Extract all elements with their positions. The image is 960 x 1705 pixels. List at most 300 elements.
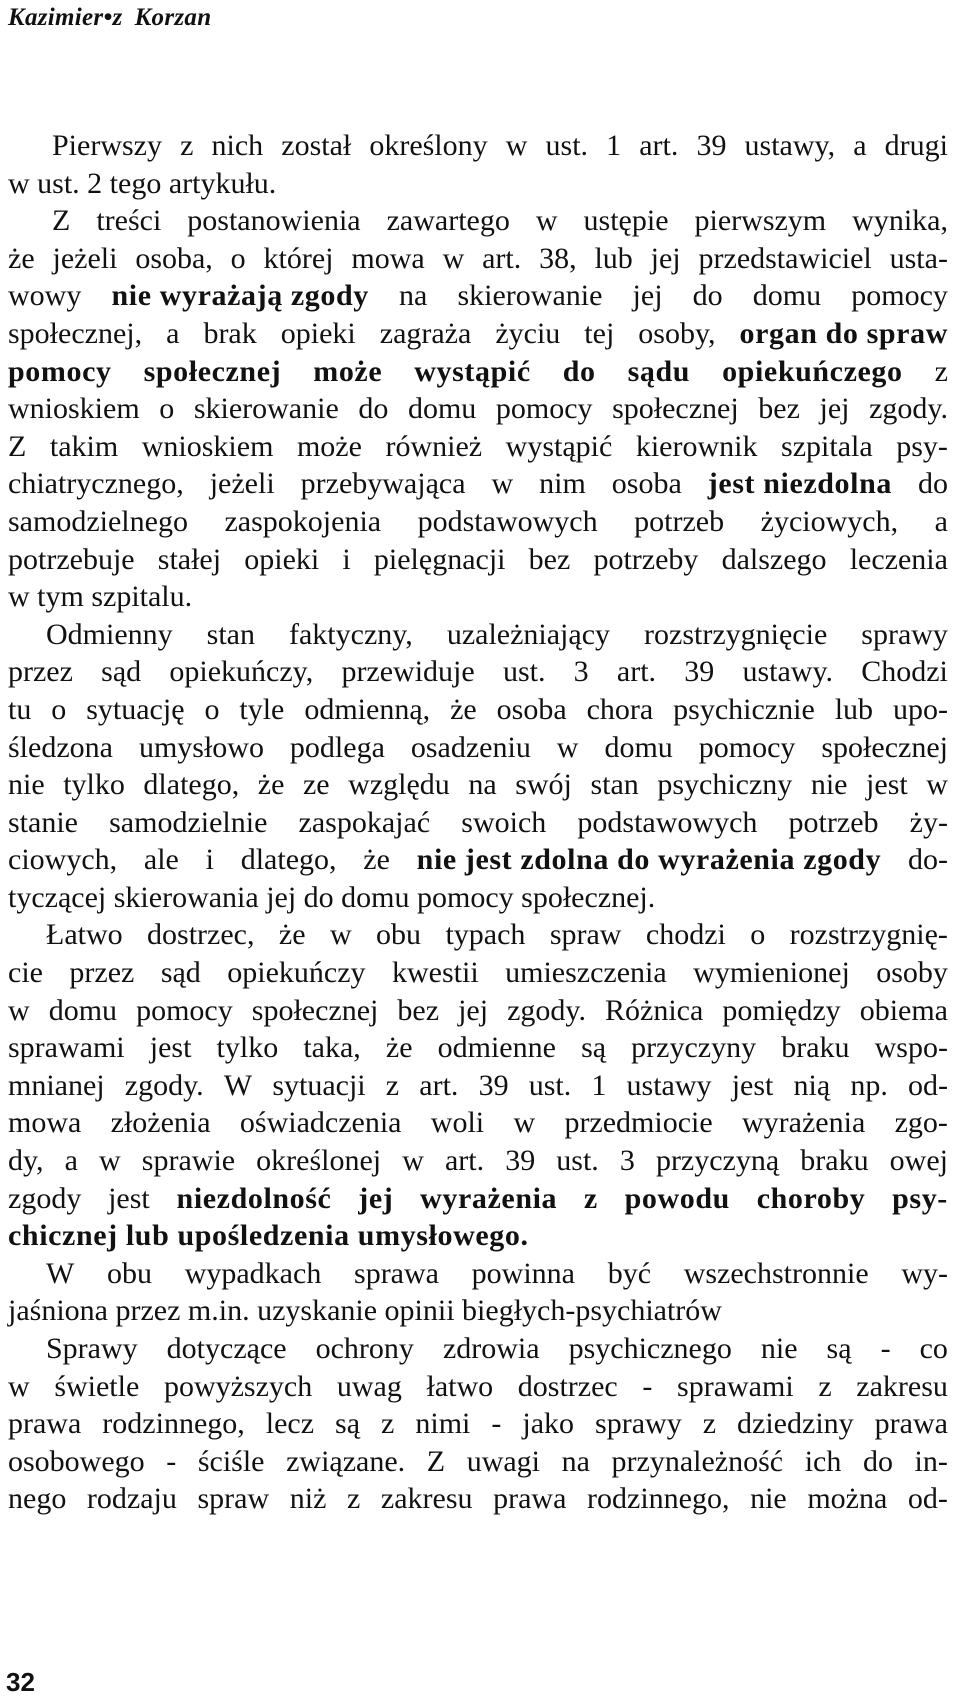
text-run: art.	[419, 1068, 459, 1102]
text-run: postanowienia	[187, 204, 361, 238]
text-run: w	[505, 129, 528, 162]
text-run: sąd	[101, 655, 142, 689]
text-run: sprawy	[861, 617, 948, 651]
text-run: np.	[850, 1068, 888, 1102]
text-line	[8, 1330, 948, 1368]
text-run: ale	[143, 843, 179, 877]
text-run: dostrzec	[517, 1369, 618, 1403]
text-run: że	[363, 843, 390, 877]
text-run: przyczyny	[631, 1031, 757, 1065]
text-run: dlatego,	[240, 843, 337, 877]
text-line	[8, 691, 948, 729]
text-run: tylko	[216, 1031, 279, 1065]
text-line	[8, 954, 948, 992]
text-run: braku	[800, 1144, 869, 1178]
text-run: 39	[696, 129, 727, 162]
text-run: wowy	[8, 279, 82, 313]
text-run: dziedziny	[737, 1407, 854, 1441]
text-line	[8, 1368, 948, 1406]
text-run: lub	[834, 692, 874, 726]
bold-text-run: powodu	[624, 1181, 730, 1215]
text-run: nie	[810, 768, 848, 802]
text-run: woli	[430, 1106, 485, 1140]
text-run: domu	[752, 279, 822, 313]
text-run: bez	[758, 392, 800, 426]
text-run: usta-	[889, 241, 948, 275]
text-run: ustępie	[583, 204, 669, 238]
text-run: domu	[407, 392, 477, 426]
text-run: osoba,	[135, 241, 213, 275]
text-run: może	[296, 429, 362, 463]
text-line	[8, 1405, 948, 1443]
text-line	[8, 1104, 948, 1142]
text-run: kierownik	[635, 429, 758, 463]
text-run: społecznej	[821, 730, 948, 764]
bold-text-run: może	[313, 354, 383, 388]
bold-text-run: społecznej	[143, 354, 282, 388]
text-run: uwag	[336, 1369, 402, 1403]
text-run: Chodzi	[861, 655, 948, 689]
text-run: ust.	[528, 1068, 572, 1102]
text-run: potrzebuje	[8, 542, 135, 576]
text-run: umysłowo	[138, 730, 264, 764]
text-run: z	[180, 129, 194, 162]
text-run: nim	[539, 467, 586, 501]
bold-text-run: jest niezdolna	[707, 467, 892, 501]
text-line	[8, 729, 948, 767]
text-run: pierwszym	[694, 204, 827, 238]
text-run: życiu	[495, 316, 561, 350]
text-run: szpitala	[781, 429, 873, 463]
bold-text-run: psy-	[892, 1181, 948, 1215]
bold-text-run: choroby	[756, 1181, 866, 1215]
text-run: Z	[52, 204, 71, 238]
text-run: jest	[866, 768, 908, 802]
text-run: pomocy	[136, 993, 233, 1027]
running-head	[8, 4, 211, 32]
text-line	[8, 503, 948, 541]
text-run: Łatwo	[46, 918, 123, 952]
text-run: samodzielnego	[8, 504, 188, 538]
text-run: Odmienny	[46, 617, 173, 651]
text-run: faktyczny,	[288, 617, 413, 651]
text-run: pomocy	[698, 730, 796, 764]
text-run: tyczącej skierowania jej do domu pomocy społecznej.	[8, 880, 656, 914]
text-line	[8, 127, 948, 165]
text-run: swój	[515, 768, 572, 802]
text-run: prawa	[493, 1482, 567, 1516]
text-run: powinna	[471, 1256, 575, 1290]
text-run: potrzeb	[788, 805, 879, 839]
text-run: złożenia	[110, 1106, 211, 1140]
text-run: łatwo	[426, 1369, 494, 1403]
text-run: wnioskiem	[8, 392, 140, 426]
text-run: psy-	[896, 429, 948, 463]
bold-text-run: pomocy	[8, 354, 112, 388]
text-run: sytuacji	[272, 1068, 366, 1102]
text-run: lecz	[265, 1407, 315, 1441]
text-run: rodzinnego,	[102, 1407, 245, 1441]
text-run: przedmiocie	[564, 1106, 713, 1140]
text-run: wynika,	[852, 204, 948, 238]
text-run: dy,	[8, 1144, 44, 1178]
text-line	[8, 1217, 948, 1255]
text-run: wypadkach	[184, 1256, 322, 1290]
text-run: pielęgnacji	[373, 542, 506, 576]
text-run: zawartego	[386, 204, 510, 238]
text-run: do-	[907, 843, 948, 877]
bold-text-run: nie jest zdolna do wyrażenia zgody	[416, 843, 882, 877]
text-run: osoba	[496, 692, 567, 726]
text-run: opiekuńczy,	[169, 655, 314, 689]
text-line	[8, 353, 948, 391]
text-run: zaspokojenia	[224, 504, 382, 538]
text-run: prawa	[874, 1407, 948, 1441]
text-run: bez	[397, 993, 440, 1027]
text-run: bez	[528, 542, 571, 576]
text-run: drugi	[884, 129, 948, 162]
text-run: rodzinnego,	[587, 1482, 730, 1516]
text-run: wyrażenia	[742, 1106, 866, 1140]
text-run: sprawie	[141, 1144, 236, 1178]
text-run: sytuację	[86, 692, 185, 726]
text-run: wszechstronnie	[683, 1256, 869, 1290]
text-run: opieki	[280, 316, 356, 350]
text-run: określony	[369, 129, 488, 162]
text-run: obu	[107, 1256, 153, 1290]
text-line	[8, 616, 948, 654]
text-run: w	[442, 241, 465, 275]
text-run: i	[205, 843, 214, 877]
text-run: mowa	[351, 241, 425, 275]
text-run: również	[385, 429, 483, 463]
text-run: tej	[584, 316, 615, 350]
text-line	[8, 1480, 948, 1518]
text-run: Z	[8, 429, 27, 463]
text-line	[8, 578, 948, 616]
text-run: jej	[632, 279, 663, 313]
text-run: być	[607, 1256, 652, 1290]
text-run: ustawy.	[742, 655, 834, 689]
text-run: w ust. 2 tego artykułu.	[8, 166, 277, 200]
text-run: w	[535, 204, 558, 238]
text-run: podstawowych	[417, 504, 598, 538]
text-run: owej	[889, 1144, 948, 1178]
text-run: samodzielnie	[109, 805, 268, 839]
text-run: są	[335, 1407, 361, 1441]
text-run: związane.	[286, 1444, 406, 1478]
text-run: ciowych,	[8, 843, 118, 877]
text-run: są	[826, 1332, 852, 1365]
text-run: 3	[573, 655, 589, 689]
text-run: ze	[302, 768, 330, 802]
text-run: że	[450, 692, 477, 726]
text-run: chora	[586, 692, 654, 726]
text-run: 1	[606, 129, 622, 162]
text-run: mowa	[8, 1106, 82, 1140]
text-line	[8, 202, 948, 240]
text-run: dostrzec,	[147, 918, 255, 952]
bold-text-run: z	[583, 1181, 598, 1215]
text-run: względu	[348, 768, 450, 802]
text-run: stan	[590, 768, 639, 802]
text-run: nie	[8, 768, 45, 802]
text-run: skierowanie	[457, 279, 603, 313]
text-run: zgo-	[894, 1106, 948, 1140]
text-run: braku	[781, 1031, 850, 1065]
text-run: życiowych,	[760, 504, 899, 538]
text-run: ustawy	[626, 1068, 712, 1102]
text-run: art.	[444, 1144, 485, 1178]
text-line	[8, 240, 948, 278]
text-run: 39	[505, 1144, 536, 1178]
bold-text-run: chicznej lub upośledzenia umysłowego.	[8, 1219, 529, 1253]
text-run: z	[702, 1407, 717, 1441]
text-run: odmienną,	[304, 692, 431, 726]
text-run: potrzeb	[634, 504, 725, 538]
text-run: uzależniający	[446, 617, 611, 651]
text-run: sprawami	[677, 1369, 794, 1403]
text-run: określonej	[256, 1144, 382, 1178]
text-run: nią	[793, 1068, 831, 1102]
text-run: kwestii	[392, 956, 479, 990]
text-run: jako	[522, 1407, 575, 1441]
text-run: skierowanie	[193, 392, 339, 426]
text-run: zaspokajać	[298, 805, 431, 839]
bold-text-run: wyrażenia	[420, 1181, 558, 1215]
text-run: odmienne	[437, 1031, 556, 1065]
text-line	[8, 390, 948, 428]
text-run: w	[329, 918, 352, 952]
text-line	[8, 1180, 948, 1218]
text-run: przewiduje	[341, 655, 475, 689]
text-run: ust.	[502, 655, 546, 689]
text-run: 39	[478, 1068, 509, 1102]
text-run: zgody	[8, 1181, 82, 1215]
text-run: rozstrzygnięcie	[644, 617, 828, 651]
text-run: społecznej	[251, 993, 379, 1027]
text-run: że	[257, 768, 285, 802]
text-run: co	[919, 1332, 948, 1365]
text-run: pomocy	[851, 279, 948, 313]
bold-text-run: jej	[358, 1181, 394, 1215]
bold-text-run: do	[562, 354, 596, 388]
text-run: Różnica	[605, 993, 704, 1027]
text-run: art.	[482, 241, 522, 275]
text-run: spraw	[197, 1482, 270, 1516]
text-run: opieki	[244, 542, 320, 576]
body-text	[8, 127, 948, 1518]
text-run: sprawa	[354, 1256, 439, 1290]
text-line	[8, 1292, 948, 1330]
text-run: domu	[48, 993, 118, 1027]
text-run: psychiczny	[657, 768, 793, 802]
text-run: że	[385, 1031, 413, 1065]
text-run: społecznej,	[8, 316, 143, 350]
text-run: 38,	[539, 241, 577, 275]
text-run: psychicznego	[568, 1332, 732, 1365]
text-run: w	[513, 1106, 536, 1140]
text-run: in-	[914, 1444, 948, 1478]
text-run: treści	[96, 204, 162, 238]
text-run: nimi	[415, 1407, 471, 1441]
text-run: z	[385, 1068, 400, 1102]
text-run: umieszczenia	[505, 956, 667, 990]
text-run: ochrony	[315, 1332, 414, 1365]
text-run: osoby	[876, 956, 948, 990]
text-run: w	[926, 768, 948, 802]
text-run: opiekuńczy	[227, 956, 366, 990]
text-run: o	[159, 392, 175, 426]
text-run: zakresu	[856, 1369, 948, 1403]
running-head-mid: z	[112, 4, 123, 31]
text-run: takim	[49, 429, 119, 463]
text-run: w	[491, 467, 514, 501]
text-line	[8, 916, 948, 954]
text-run: niż	[289, 1482, 327, 1516]
bold-text-run: opiekuńczego	[722, 354, 903, 388]
text-run: -	[880, 1332, 891, 1365]
text-run: zagraża	[379, 316, 472, 350]
text-run: -	[642, 1369, 653, 1403]
text-run: stanie	[8, 805, 78, 839]
text-run: świetle	[54, 1369, 140, 1403]
text-run: z	[818, 1369, 832, 1403]
text-run: że	[278, 918, 306, 952]
text-run: powyższych	[163, 1369, 313, 1403]
text-run: wy-	[901, 1256, 948, 1290]
text-run: o	[230, 241, 246, 275]
text-run: jej	[650, 241, 681, 275]
text-run: jest	[731, 1068, 774, 1102]
text-run: chiatrycznego,	[8, 467, 184, 501]
running-head-first: Kazimier	[8, 4, 104, 31]
bold-text-run: niezdolność	[176, 1181, 332, 1215]
text-run: jest	[108, 1181, 150, 1215]
text-run: Sprawy	[46, 1332, 138, 1365]
text-run: są	[581, 1031, 607, 1065]
text-run: przez	[69, 956, 135, 990]
text-run: ust.	[545, 129, 589, 162]
text-run: tylko	[63, 768, 125, 802]
text-run: obiema	[859, 993, 948, 1027]
text-run: tyle	[239, 692, 285, 726]
text-run: w	[402, 1144, 424, 1178]
text-run: podstawowych	[577, 805, 758, 839]
text-run: a	[64, 1144, 78, 1178]
text-run: dalszego	[721, 542, 827, 576]
text-run: wspo-	[874, 1031, 948, 1065]
text-run: lub	[594, 241, 633, 275]
text-run: w tym szpitalu.	[8, 580, 193, 614]
text-run: i	[342, 542, 351, 576]
text-run: w	[556, 730, 579, 764]
text-run: wnioskiem	[141, 429, 274, 463]
text-run: rodzaju	[86, 1482, 177, 1516]
text-run: -	[166, 1444, 177, 1478]
text-line	[8, 165, 948, 203]
text-run: do	[862, 1444, 893, 1478]
text-run: przebywająca	[300, 467, 466, 501]
text-run: od-	[907, 1482, 948, 1516]
text-line	[8, 1255, 948, 1293]
text-run: swoich	[461, 805, 547, 839]
text-run: ust.	[556, 1144, 599, 1178]
text-run: oświadczenia	[239, 1106, 402, 1140]
text-run: z	[381, 1407, 395, 1441]
text-run: jej	[819, 392, 850, 426]
text-run: od-	[908, 1068, 948, 1102]
text-run: 39	[684, 655, 715, 689]
text-run: nich	[211, 129, 264, 162]
text-run: na	[468, 768, 497, 802]
text-line	[8, 766, 948, 804]
text-run: upo-	[892, 692, 948, 726]
text-run: Z	[426, 1444, 446, 1478]
bold-text-run: organ do spraw	[739, 316, 948, 350]
text-run: osoba	[611, 467, 682, 501]
text-line	[8, 1067, 948, 1105]
text-run: art.	[639, 129, 679, 162]
text-run: dotyczące	[166, 1332, 287, 1365]
text-run: przynależność	[611, 1444, 784, 1478]
text-run: zakresu	[380, 1482, 473, 1516]
text-line	[8, 465, 948, 503]
text-run: pomocy	[495, 392, 593, 426]
text-run: przedstawiciel	[698, 241, 872, 275]
text-run: W	[46, 1256, 75, 1290]
text-run: której	[263, 241, 334, 275]
text-run: mnianej	[8, 1068, 105, 1102]
text-run: zgody.	[869, 392, 948, 426]
text-run: zdrowia	[442, 1332, 540, 1365]
text-run: dlatego,	[143, 768, 240, 802]
text-run: tu	[8, 692, 32, 726]
text-run: sprawy	[595, 1407, 682, 1441]
text-run: jej	[458, 993, 489, 1027]
text-run: o	[51, 692, 67, 726]
text-run: można	[807, 1482, 888, 1516]
text-line	[8, 277, 948, 315]
text-run: na	[561, 1444, 590, 1478]
text-run: cie	[8, 956, 43, 990]
text-run: został	[281, 129, 352, 162]
text-run: jeżeli	[209, 467, 275, 501]
text-run: leczenia	[849, 542, 948, 576]
text-run: art.	[616, 655, 657, 689]
text-run: w	[99, 1144, 121, 1178]
text-run: z	[934, 354, 948, 388]
text-run: do	[358, 392, 389, 426]
text-run: pomiędzy	[722, 993, 841, 1027]
text-run: ściśle	[197, 1444, 265, 1478]
text-line	[8, 1443, 948, 1481]
page-number: 32	[6, 1667, 35, 1697]
text-run: domu	[604, 730, 673, 764]
text-run: obu	[376, 918, 422, 952]
text-run: do	[917, 467, 948, 501]
text-run: ży-	[909, 805, 948, 839]
text-run: zgody.	[507, 993, 586, 1027]
text-run: a	[934, 504, 948, 538]
text-run: stałej	[157, 542, 222, 576]
text-run: ich	[804, 1444, 842, 1478]
text-line	[8, 879, 948, 917]
text-run: wymienionej	[693, 956, 850, 990]
text-line	[8, 841, 948, 879]
text-line	[8, 541, 948, 579]
text-run: W	[223, 1068, 253, 1102]
